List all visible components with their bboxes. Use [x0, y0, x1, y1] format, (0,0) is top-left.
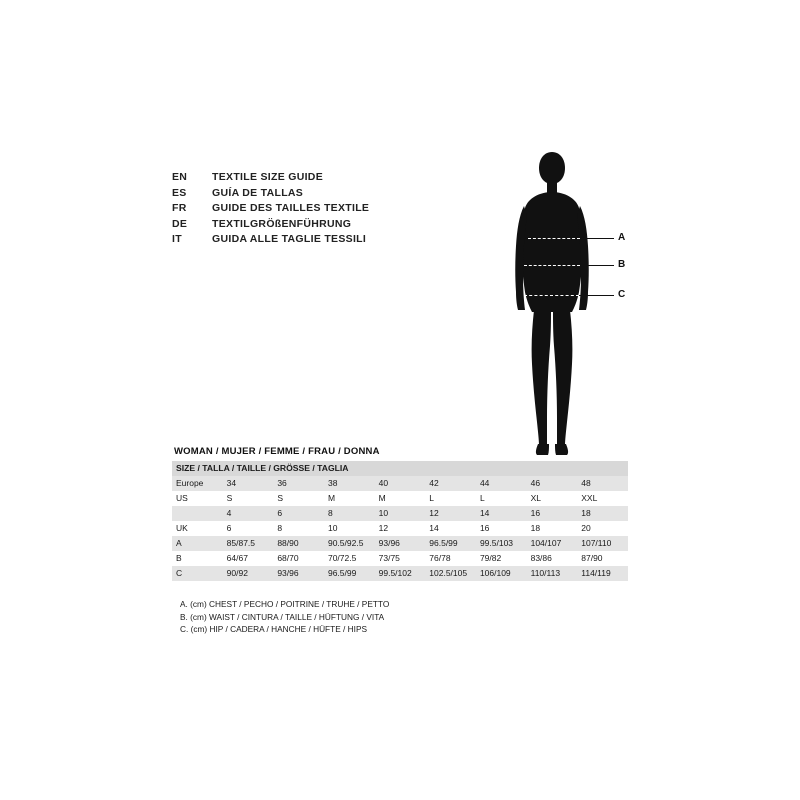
cell: 12	[425, 506, 476, 521]
cell: 14	[425, 521, 476, 536]
cell: 96.5/99	[425, 536, 476, 551]
cell: 102.5/105	[425, 566, 476, 581]
cell: 8	[324, 506, 375, 521]
size-table	[172, 461, 628, 581]
cell: 83/86	[527, 551, 578, 566]
language-code: ES	[172, 186, 187, 199]
hip-dashed-line	[524, 295, 579, 296]
cell: 87/90	[577, 551, 628, 566]
table-header-row	[172, 461, 628, 476]
hip-marker: C	[618, 289, 626, 300]
waist-leader-line	[580, 265, 614, 266]
table-row	[172, 536, 628, 551]
cell: S	[223, 491, 274, 506]
cell: 104/107	[527, 536, 578, 551]
gender-title: WOMAN / MUJER / FEMME / FRAU / DONNA	[174, 446, 380, 457]
table-row	[172, 476, 628, 491]
cell: 99.5/103	[476, 536, 527, 551]
cell: 46	[527, 476, 578, 491]
cell: 68/70	[273, 551, 324, 566]
language-text: GUIDE DES TAILLES TEXTILE	[212, 202, 370, 214]
cell: 10	[375, 506, 426, 521]
table-row	[172, 521, 628, 536]
cell: 73/75	[375, 551, 426, 566]
chest-dashed-line	[528, 238, 580, 239]
cell: 36	[273, 476, 324, 491]
cell: XL	[527, 491, 578, 506]
language-title-block	[172, 170, 472, 248]
language-text: TEXTILGRÖßENFÜHRUNG	[212, 217, 352, 230]
cell: 12	[375, 521, 426, 536]
cell: 90.5/92.5	[324, 536, 375, 551]
cell: L	[425, 491, 476, 506]
language-row	[172, 232, 472, 248]
cell: 14	[476, 506, 527, 521]
cell: 40	[375, 476, 426, 491]
cell: 93/96	[375, 536, 426, 551]
cell: XXL	[577, 491, 628, 506]
row-label: C	[172, 566, 223, 581]
cell: 4	[223, 506, 274, 521]
cell: 99.5/102	[375, 566, 426, 581]
cell: 93/96	[273, 566, 324, 581]
table-header-label: SIZE / TALLA / TAILLE / GRÖSSE / TAGLIA	[172, 461, 628, 476]
cell: 64/67	[223, 551, 274, 566]
waist-dashed-line	[524, 265, 580, 266]
row-label: Europe	[172, 476, 223, 491]
legend-item-waist: B. (cm) WAIST / CINTURA / TAILLE / HÜFTUNG / VITA	[180, 611, 385, 622]
cell: 90/92	[223, 566, 274, 581]
cell: 6	[273, 506, 324, 521]
cell: L	[476, 491, 527, 506]
legend-item-hip: C. (cm) HIP / CADERA / HANCHE / HÜFTE / HIPS	[180, 624, 368, 634]
chest-marker: A	[618, 232, 626, 243]
table-row	[172, 551, 628, 566]
cell: 18	[527, 521, 578, 536]
cell: 34	[223, 476, 274, 491]
language-text: TEXTILE SIZE GUIDE	[212, 171, 323, 183]
language-row	[172, 170, 472, 186]
language-row	[172, 186, 472, 202]
legend-item-chest: A. (cm) CHEST / PECHO / POITRINE / TRUHE / PETTO	[180, 599, 390, 609]
table-row	[172, 506, 628, 521]
cell: 96.5/99	[324, 566, 375, 581]
cell: 76/78	[425, 551, 476, 566]
language-text: GUIDA ALLE TAGLIE TESSILI	[212, 233, 367, 245]
cell: 20	[577, 521, 628, 536]
language-row	[172, 217, 472, 233]
cell: 44	[476, 476, 527, 491]
cell: 8	[273, 521, 324, 536]
woman-silhouette-icon	[490, 150, 670, 460]
measurement-legend	[180, 598, 389, 636]
table-row	[172, 566, 628, 581]
hip-leader-line	[579, 295, 614, 296]
row-label	[172, 506, 223, 521]
row-label: UK	[172, 521, 223, 536]
cell: 107/110	[577, 536, 628, 551]
table-row	[172, 491, 628, 506]
size-table-area	[172, 446, 628, 581]
body-figure	[490, 150, 670, 460]
language-code: IT	[172, 233, 182, 245]
cell: 42	[425, 476, 476, 491]
cell: 85/87.5	[223, 536, 274, 551]
cell: 6	[223, 521, 274, 536]
language-text: GUÍA DE TALLAS	[212, 186, 304, 199]
cell: 106/109	[476, 566, 527, 581]
cell: 16	[527, 506, 578, 521]
language-code: DE	[172, 217, 188, 230]
cell: 70/72.5	[324, 551, 375, 566]
cell: 38	[324, 476, 375, 491]
cell: 48	[577, 476, 628, 491]
cell: M	[324, 491, 375, 506]
cell: 18	[577, 506, 628, 521]
cell: 110/113	[527, 566, 578, 581]
cell: 10	[324, 521, 375, 536]
row-label: B	[172, 551, 223, 566]
cell: 79/82	[476, 551, 527, 566]
cell: 88/90	[273, 536, 324, 551]
language-row	[172, 201, 472, 217]
waist-marker: B	[618, 259, 626, 270]
language-code: EN	[172, 171, 188, 183]
cell: S	[273, 491, 324, 506]
cell: M	[375, 491, 426, 506]
cell: 16	[476, 521, 527, 536]
chest-leader-line	[580, 238, 614, 239]
cell: 114/119	[577, 566, 628, 581]
row-label: US	[172, 491, 223, 506]
language-code: FR	[172, 202, 187, 214]
row-label: A	[172, 536, 223, 551]
